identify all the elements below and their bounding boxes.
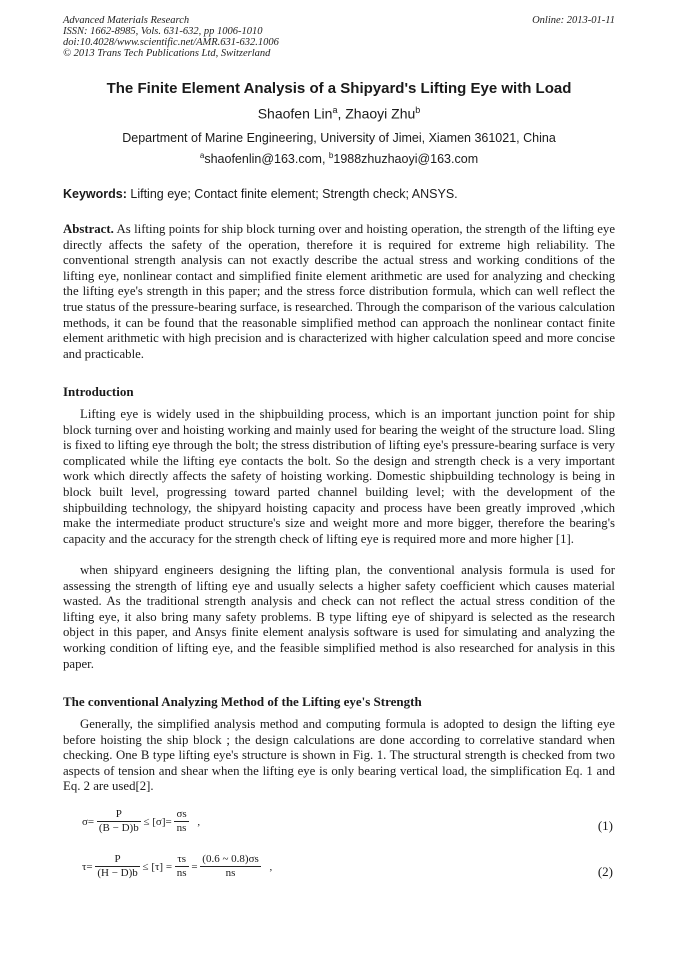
equation-number: (2) (597, 864, 613, 879)
eq-fraction (175, 853, 189, 880)
abstract-text: As lifting points for ship block turning over and hoisting operation, the strength of the lifting eye directly affects the safety of the operation, therefore it is required for extreme high reliability. The conventional strength analysis can not exactly describe the actual stress and working conditions of the lifting eye, nonlinear contact and simplified finite element arithmetic are used for analyzing and checking the lifting eye's strength in this paper; and the stress force distribution formula, which can well reflect the true status of the pressure-bearing surface, is researched. Through the comparison of the various calculation methods, it can be found that the reasonable simplified method can approach the nonlinear contact finite element arithmetic with high precision and is characterized with higher calculation speed and more concise and practicable. (63, 222, 615, 361)
eq-lhs: σ= (82, 815, 95, 828)
email-address: 1988zhuzhaoyi@163.com (333, 152, 479, 167)
author-name: Shaofen Lin (257, 105, 333, 122)
eq-denominator: (B − D)b (98, 822, 139, 834)
eq-numerator: P (97, 808, 141, 822)
author-sup: a (332, 105, 338, 115)
issn-line: ISSN: 1662-8985, Vols. 631-632, pp 1006-1010 (63, 26, 263, 37)
eq-numerator: σs (176, 808, 187, 820)
email-sup: b (328, 151, 334, 160)
eq-numerator: (0.6 ~ 0.8)σs (202, 853, 259, 865)
equation-2 (82, 853, 272, 880)
eq-fraction (200, 853, 261, 880)
email-address: shaofenlin@163.com, (204, 152, 329, 167)
author-line (0, 105, 678, 122)
eq-denominator: ns (176, 867, 187, 879)
equation-number: (1) (597, 818, 613, 833)
abstract-label: Abstract. (63, 222, 114, 236)
eq-lhs: τ= (82, 860, 93, 873)
paper-title: The Finite Element Analysis of a Shipyard's Lifting Eye with Load (106, 80, 572, 97)
keywords (63, 187, 615, 201)
email-line (0, 151, 678, 166)
keywords-text: Lifting eye; Contact finite element; Strength check; ANSYS. (126, 187, 458, 201)
author-sup: b (415, 105, 421, 115)
eq-fraction (95, 853, 139, 880)
eq-denominator: ns (176, 822, 187, 834)
paragraph: when shipyard engineers designing the lifting plan, the conventional analysis formula is used for assessing the strength of lifting eye and usually selects a higher safety coefficient which causes material wasted. As the traditional strength analysis and check can not reflect the actual stress condition of the lifting eye, it also bring many safety problems. B type lifting eye of shipyard is selected as the research object in this paper, and Ansys finite element analysis software is used for simulating and analyzing the working condition of lifting eye, and the feasible simplified method is also researched for analysis in this paper. (63, 563, 615, 671)
eq-tail: , (197, 815, 201, 828)
eq-denominator: (H − D)b (97, 867, 138, 879)
affiliation: Department of Marine Engineering, University of Jimei, Xiamen 361021, China (122, 131, 556, 145)
abstract (63, 222, 615, 362)
online-date: Online: 2013-01-11 (532, 15, 615, 26)
eq-numerator: τs (175, 853, 189, 867)
journal-name: Advanced Materials Research (63, 15, 190, 26)
author-separator: , (337, 105, 346, 122)
paragraph: Lifting eye is widely used in the shipbuilding process, which is an important junction point for ship block turning over and hoisting working and mainly used for bearing the weight of the structure load. Sling is fixed to lifting eye through the bolt; the stress distribution of lifting eye's pressure-bearing surface is very complicated while the lifting eye contacts the bolt. So the design and strength check is a very important work which directly affects the safety of hoisting working. Domestic shipbuilding technology is being in block built level, progressing toward parted channel building level; with the development of the shipbuilding technology, the shipyard hoisting capacity and process have been greatly improved ,which make the intermediate product structure's size and weight more and more bigger, therefore the bearing's capacity and the accuracy for the strength check of lifting eye is required more and more higher [1]. (63, 407, 615, 546)
section-heading: Introduction (63, 384, 134, 399)
eq-relation: ≤ [σ]= (143, 815, 172, 828)
eq-relation: = (191, 860, 198, 873)
paragraph: Generally, the simplified analysis method and computing formula is adopted to design the lifting eye before hoisting the ship block ; the design calculations are done according to correlative standard when checking. One B type lifting eye's structure is shown in Fig. 1. The structural strength is checked from two aspects of tension and shear when the lifting eye is only bearing vertical load, the simplification Eq. 1 and Eq. 2 are used[2]. (63, 717, 615, 794)
keywords-label: Keywords: (63, 187, 127, 201)
equation-1 (82, 808, 200, 835)
journal-meta (63, 15, 279, 59)
copyright-line: © 2013 Trans Tech Publications Ltd, Switzerland (63, 48, 271, 59)
section-heading: The conventional Analyzing Method of the Lifting eye's Strength (63, 694, 422, 709)
doi-line: doi:10.4028/www.scientific.net/AMR.631-632.1006 (63, 37, 279, 48)
eq-fraction (97, 808, 141, 835)
eq-fraction (174, 808, 188, 835)
eq-tail: , (269, 860, 273, 873)
email-sup: a (199, 151, 205, 160)
eq-numerator: P (95, 853, 139, 867)
author-name: Zhaoyi Zhu (345, 105, 416, 122)
eq-relation: ≤ [τ] = (142, 860, 173, 873)
eq-denominator: ns (225, 867, 236, 879)
